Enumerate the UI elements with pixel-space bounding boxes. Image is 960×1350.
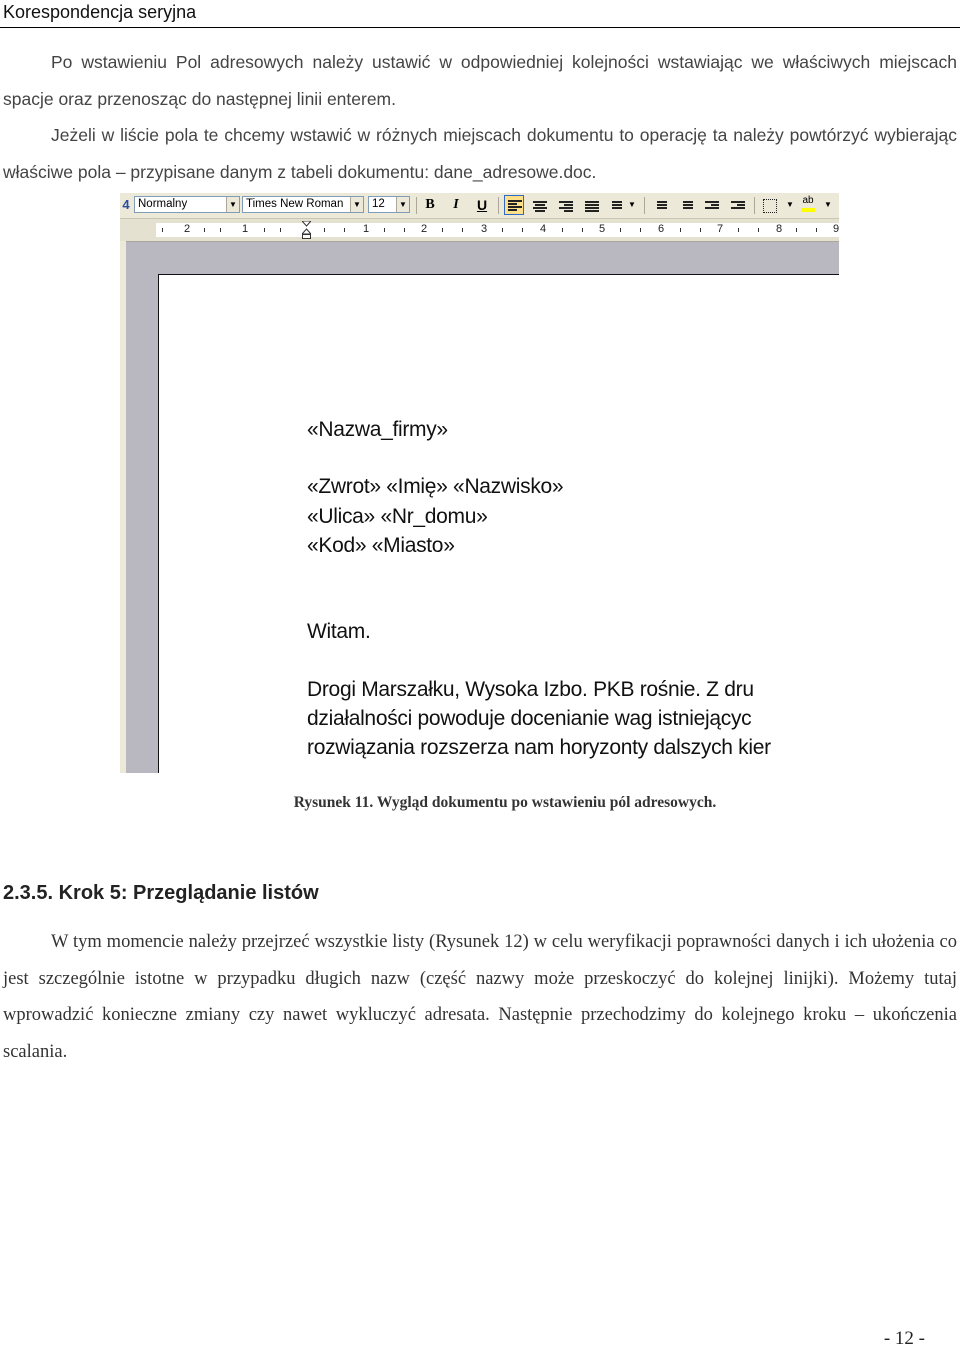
ruler-label: 5 bbox=[599, 223, 606, 235]
intro-paragraph-2 bbox=[3, 117, 957, 190]
ruler-tick bbox=[204, 228, 205, 232]
ruler-tick bbox=[162, 228, 163, 232]
intro-paragraph-1 bbox=[3, 44, 957, 117]
toolbar-separator bbox=[416, 197, 417, 214]
ruler-label: 7 bbox=[717, 223, 724, 235]
justify-icon bbox=[585, 201, 599, 213]
ruler-tick bbox=[324, 228, 325, 232]
align-center-button[interactable] bbox=[530, 195, 550, 215]
ruler-tick bbox=[384, 228, 385, 232]
numbered-list-icon bbox=[653, 201, 667, 213]
ruler-label: 2 bbox=[184, 223, 191, 235]
ruler-label: 2 bbox=[421, 223, 428, 235]
merge-field-name-line: «Zwrot» «Imię» «Nazwisko» bbox=[307, 475, 564, 498]
ruler-tick bbox=[582, 228, 583, 232]
formatting-toolbar bbox=[120, 193, 839, 219]
toolbar-separator bbox=[498, 197, 499, 214]
ruler-tick bbox=[344, 228, 345, 232]
toolbar-separator bbox=[754, 197, 755, 214]
ruler-label: 9 bbox=[833, 223, 839, 235]
ruler-tick bbox=[796, 228, 797, 232]
bold-button[interactable]: B bbox=[425, 197, 435, 212]
word-screenshot-figure bbox=[120, 193, 839, 773]
borders-icon bbox=[763, 199, 777, 213]
style-combo[interactable] bbox=[134, 196, 240, 213]
ruler-tick bbox=[816, 228, 817, 232]
font-size-value: 12 bbox=[372, 198, 385, 210]
justify-button[interactable] bbox=[582, 195, 602, 215]
ruler-label: 4 bbox=[540, 223, 547, 235]
intro-paragraph-2-text: Jeżeli w liście pola te chcemy wstawić w różnych miejscach dokumentu to operację ta należy powtórzyć wybierając właściwe pola – przypisane danym z tabeli dokumentu: dane_adresowe.doc. bbox=[3, 125, 957, 182]
intro-paragraph-1-text: Po wstawieniu Pol adresowych należy ustawić w odpowiedniej kolejności wstawiając we właściwych miejscach spacje oraz przenosząc do następnej linii enterem. bbox=[3, 52, 957, 109]
ruler-label: 3 bbox=[481, 223, 488, 235]
body-line-3: rozwiązania rozszerza nam horyzonty dalszych kier bbox=[307, 736, 771, 759]
greeting-line: Witam. bbox=[307, 620, 371, 643]
ruler-label: 6 bbox=[658, 223, 665, 235]
chevron-down-icon[interactable]: ▼ bbox=[396, 197, 409, 212]
ruler-tick bbox=[442, 228, 443, 232]
chevron-down-icon[interactable]: ▼ bbox=[786, 200, 794, 209]
increase-indent-icon bbox=[731, 201, 745, 213]
section-body-text: W tym momencie należy przejrzeć wszystkie listy (Rysunek 12) w celu weryfikacji poprawności danych i ich ułożenia co jest szczególnie istotne w przypadku długich nazw (część nazwy może przeskoczyć do kolejnej linijki). Możemy tutaj wprowadzić konieczne zmiany czy nawet wykluczyć adresata. Następnie przechodzimy do kolejnego kroku – ukończenia scalania. bbox=[3, 932, 957, 1062]
underline-button[interactable]: U bbox=[476, 197, 488, 213]
chevron-down-icon[interactable]: ▼ bbox=[824, 200, 832, 209]
borders-button[interactable] bbox=[760, 195, 780, 215]
highlight-button[interactable] bbox=[798, 195, 818, 215]
decrease-indent-button[interactable] bbox=[702, 195, 722, 215]
increase-indent-button[interactable] bbox=[728, 195, 748, 215]
ruler-tick bbox=[758, 228, 759, 232]
ruler-tick bbox=[522, 228, 523, 232]
highlight-label: ab bbox=[802, 195, 814, 206]
toolbar-separator bbox=[644, 197, 645, 214]
ruler-tick bbox=[680, 228, 681, 232]
ruler-tick bbox=[620, 228, 621, 232]
decrease-indent-icon bbox=[705, 201, 719, 213]
body-line-2: działalności powoduje docenianie wag istniejącyc bbox=[307, 707, 752, 730]
ruler-label: 8 bbox=[776, 223, 783, 235]
horizontal-ruler bbox=[120, 219, 839, 242]
ruler-tick bbox=[700, 228, 701, 232]
ruler-tick bbox=[280, 228, 281, 232]
align-left-button[interactable] bbox=[504, 195, 524, 215]
section-heading: 2.3.5. Krok 5: Przeglądanie listów bbox=[3, 882, 319, 904]
style-combo-value: Normalny bbox=[138, 198, 188, 210]
highlight-color-swatch bbox=[801, 208, 815, 212]
header-title: Korespondencja seryjna bbox=[3, 2, 197, 22]
ruler-label: 1 bbox=[363, 223, 370, 235]
font-combo-value: Times New Roman bbox=[246, 198, 344, 210]
bullets-button[interactable] bbox=[676, 195, 696, 215]
ruler-tick bbox=[264, 228, 265, 232]
ruler-tick bbox=[220, 228, 221, 232]
bulleted-list-icon bbox=[679, 201, 693, 213]
merge-field-street-line: «Ulica» «Nr_domu» bbox=[307, 505, 488, 528]
ruler-label: 1 bbox=[242, 223, 249, 235]
styles-pane-icon[interactable]: 4 bbox=[122, 197, 130, 212]
document-page[interactable] bbox=[158, 274, 839, 773]
font-combo[interactable] bbox=[242, 196, 364, 213]
ruler-tick bbox=[404, 228, 405, 232]
numbering-button[interactable] bbox=[650, 195, 670, 215]
ruler-tick bbox=[562, 228, 563, 232]
font-size-combo[interactable] bbox=[368, 196, 410, 213]
line-spacing-icon bbox=[608, 201, 622, 213]
ruler-tick bbox=[640, 228, 641, 232]
ruler-band bbox=[156, 223, 839, 237]
merge-field-company-line: «Nazwa_firmy» bbox=[307, 418, 448, 441]
body-line-1: Drogi Marszałku, Wysoka Izbo. PKB rośnie. Z dru bbox=[307, 678, 754, 701]
figure-caption: Rysunek 11. Wygląd dokumentu po wstawieniu pól adresowych. bbox=[293, 794, 717, 811]
merge-field-city-line: «Kod» «Miasto» bbox=[307, 534, 455, 557]
italic-button[interactable]: I bbox=[453, 197, 459, 212]
align-right-button[interactable] bbox=[556, 195, 576, 215]
ruler-tick bbox=[502, 228, 503, 232]
chevron-down-icon[interactable]: ▼ bbox=[226, 197, 239, 212]
running-header bbox=[0, 0, 960, 28]
align-right-icon bbox=[559, 201, 573, 213]
ruler-tick bbox=[462, 228, 463, 232]
chevron-down-icon[interactable]: ▼ bbox=[628, 200, 636, 209]
indent-marker-icon[interactable] bbox=[302, 221, 311, 239]
page-number: - 12 - bbox=[883, 1328, 925, 1349]
align-left-icon bbox=[508, 200, 522, 212]
chevron-down-icon[interactable]: ▼ bbox=[350, 197, 363, 212]
align-center-icon bbox=[533, 201, 547, 213]
ruler-tick bbox=[738, 228, 739, 232]
section-body-paragraph bbox=[3, 924, 957, 1070]
